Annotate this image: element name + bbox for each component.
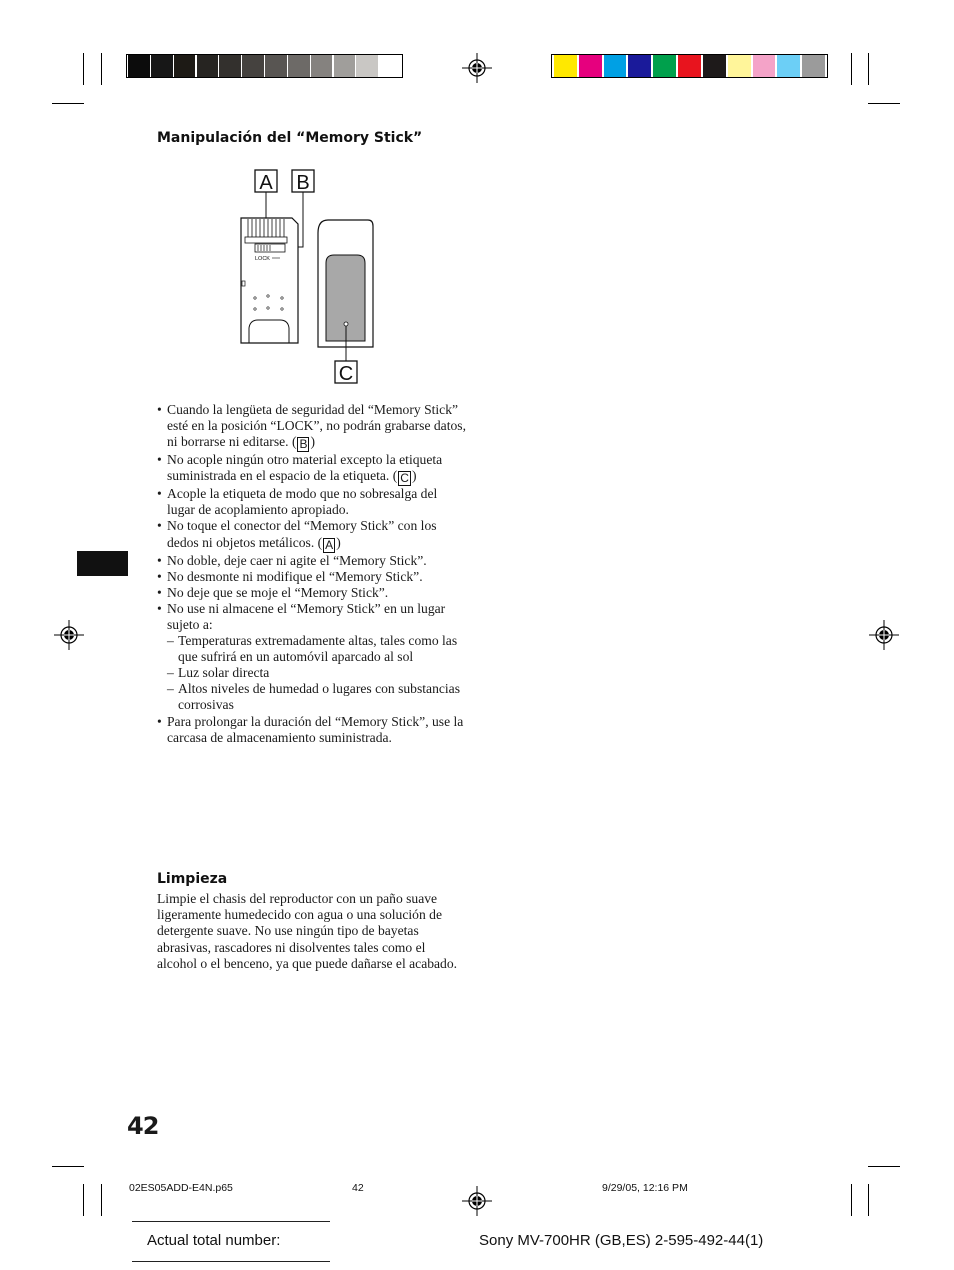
color-swatch [604, 55, 627, 77]
list-item: • No doble, deje caer ni agite el “Memory Stick”. [157, 552, 427, 568]
color-swatch [219, 55, 241, 77]
list-item: • No use ni almacene el “Memory Stick” en un lugar sujeto a: – Temperaturas extremadamente altas, tales como las que sufrirá en un automóvil aparcado al sol – Luz solar directa – Altos niveles de humedad o lugares con substancias corrosivas [157, 601, 467, 714]
page-number: 42 [127, 1112, 159, 1140]
color-swatch [242, 55, 264, 77]
color-swatch [128, 55, 150, 77]
ref-box-c: C [400, 471, 409, 486]
crop-mark [868, 103, 900, 104]
footer-date: 9/29/05, 12:16 PM [602, 1182, 688, 1194]
section-title: Manipulación del “Memory Stick” [157, 130, 423, 146]
sub-list-item: – Luz solar directa [167, 665, 270, 681]
sub-list-item: – Temperaturas extremadamente altas, tales como las que sufrirá en un automóvil aparcado al sol [167, 633, 458, 665]
color-swatch [554, 55, 577, 77]
figure-label-b: B [296, 172, 310, 194]
section-tab [77, 551, 128, 576]
product-code: Sony MV-700HR (GB,ES) 2-595-492-44(1) [479, 1232, 764, 1249]
list-item: • No deje que se moje el “Memory Stick”. [157, 584, 389, 600]
color-swatch [311, 55, 333, 77]
list-item: • Para prolongar la duración del “Memory Stick”, use la carcasa de almacenamiento suministrada. [157, 713, 464, 745]
color-swatch [777, 55, 800, 77]
list-item: • No desmonte ni modifique el “Memory Stick”. [157, 568, 423, 584]
crop-mark [83, 53, 84, 85]
ref-box-a: A [325, 537, 334, 552]
color-swatch [579, 55, 602, 77]
actual-total-label: Actual total number: [147, 1232, 281, 1249]
list-item: • Cuando la lengüeta de seguridad del “Memory Stick” esté en la posición “LOCK”, no podrán grabarse datos, ni borrarse ni editarse. ( B ) [157, 402, 466, 452]
divider [132, 1221, 330, 1222]
color-swatch [379, 55, 401, 77]
color-swatch [653, 55, 676, 77]
crop-mark [851, 53, 852, 85]
color-swatch [753, 55, 776, 77]
color-swatch [174, 55, 196, 77]
color-swatch [802, 55, 825, 77]
crop-mark [868, 53, 869, 85]
color-bar [551, 54, 828, 78]
color-swatch [728, 55, 751, 77]
crop-mark [851, 1184, 852, 1216]
sub-list [167, 633, 467, 713]
registration-mark-icon [869, 620, 899, 650]
color-swatch [288, 55, 310, 77]
crop-mark [52, 1166, 84, 1167]
registration-mark-icon [54, 620, 84, 650]
crop-mark [83, 1184, 84, 1216]
color-swatch [678, 55, 701, 77]
crop-mark [868, 1184, 869, 1216]
ref-box-b: B [299, 437, 308, 452]
crop-mark [52, 103, 84, 104]
handling-bullets [157, 402, 467, 746]
crop-mark [101, 53, 102, 85]
figure-label-a: A [259, 172, 273, 194]
cleaning-text: Limpie el chasis del reproductor con un paño suave ligeramente humedecido con agua o una solución de detergente suave. No use ningún tipo de bayetas abrasivas, rascadores ni disolventes tales como el alcohol o el benceno, ya que puede dañarse el acabado. [157, 891, 458, 971]
footer-page: 42 [352, 1182, 364, 1194]
color-swatch [356, 55, 378, 77]
color-swatch [334, 55, 356, 77]
list-item: • No toque el conector del “Memory Stick” con los dedos ni objetos metálicos. ( A ) [157, 518, 437, 552]
list-item: • No acople ningún otro material excepto la etiqueta suministrada en el espacio de la etiqueta. ( C ) [157, 452, 443, 486]
lock-label: LOCK [255, 256, 270, 262]
color-swatch [151, 55, 173, 77]
color-swatch [628, 55, 651, 77]
color-swatch [197, 55, 219, 77]
color-swatch [265, 55, 287, 77]
color-swatch [703, 55, 726, 77]
cleaning-title: Limpieza [157, 871, 228, 887]
registration-mark-icon [462, 53, 492, 83]
crop-mark [868, 1166, 900, 1167]
memory-stick-figure [230, 165, 380, 390]
figure-label-c: C [338, 363, 354, 385]
registration-mark-icon [462, 1186, 492, 1216]
divider [132, 1261, 330, 1262]
grayscale-bar [126, 54, 403, 78]
footer-file: 02ES05ADD-E4N.p65 [129, 1182, 233, 1194]
list-item: • Acople la etiqueta de modo que no sobresalga del lugar de acoplamiento apropiado. [157, 486, 438, 518]
sub-list-item: – Altos niveles de humedad o lugares con substancias corrosivas [167, 681, 461, 713]
crop-mark [101, 1184, 102, 1216]
